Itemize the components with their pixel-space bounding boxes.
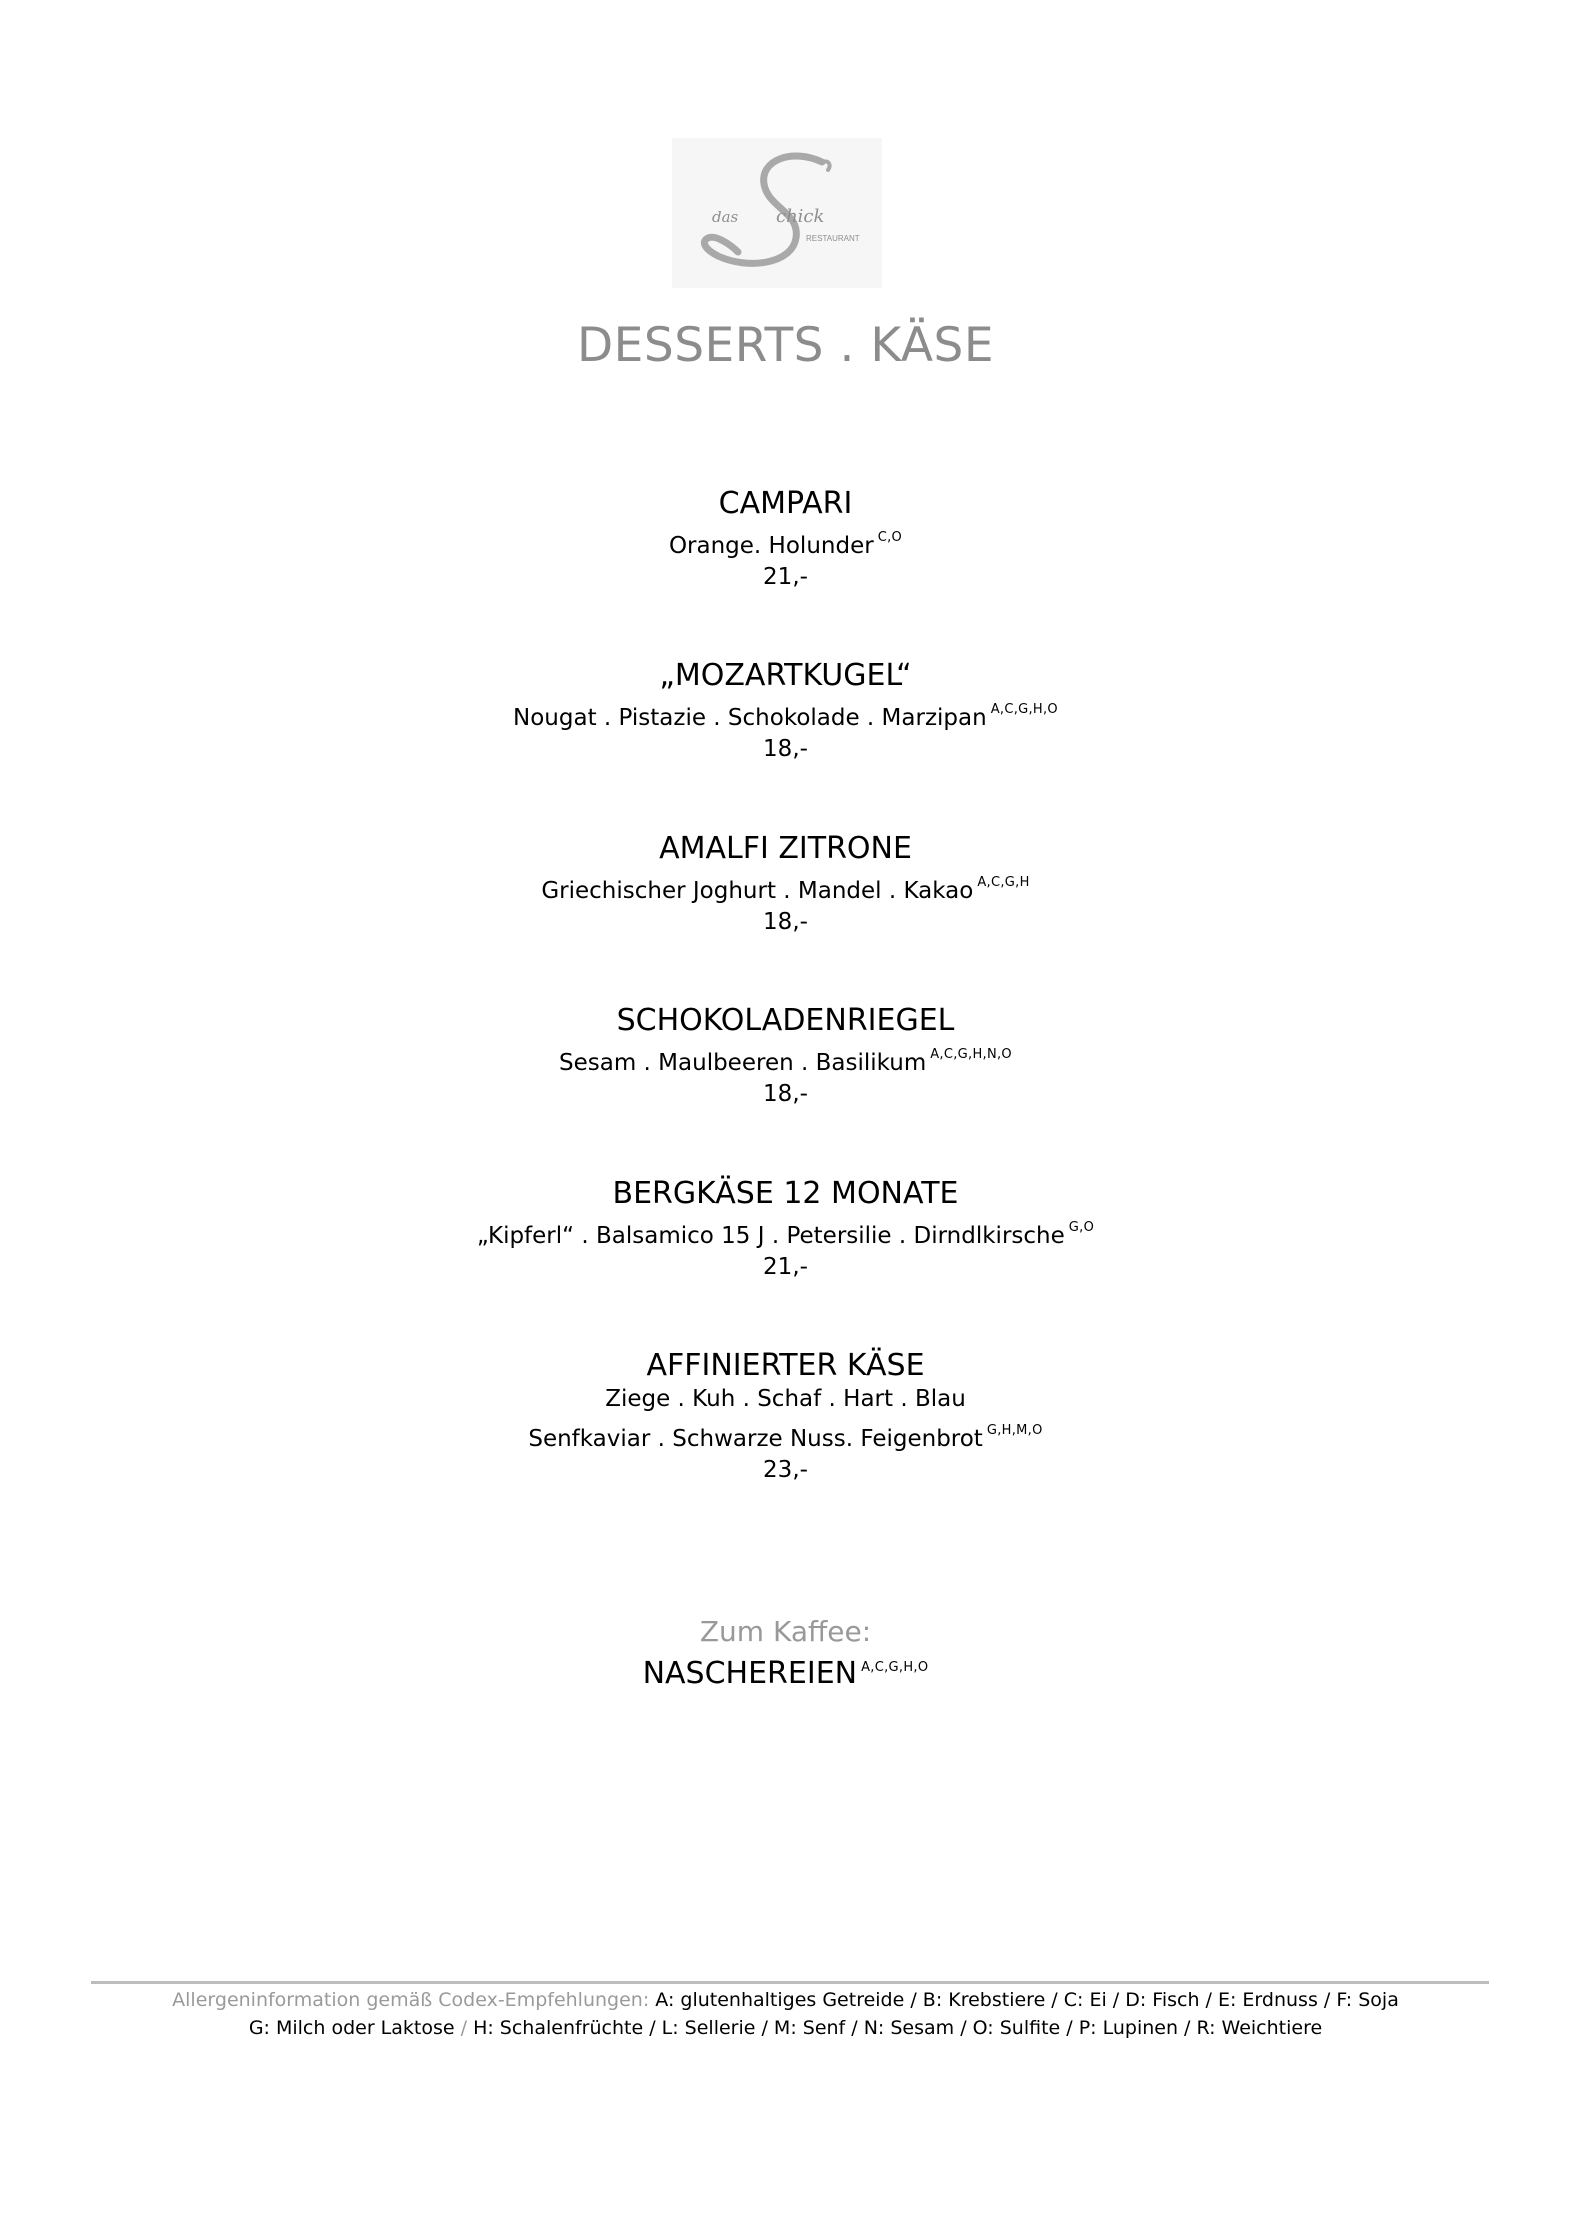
item-name: SCHOKOLADENRIEGEL <box>616 1003 955 1038</box>
logo-script-das: das <box>712 208 739 226</box>
allergen-codes: A,C,G,H <box>977 875 1030 890</box>
item-price: 21,- <box>763 564 808 590</box>
allergen-codes: C,O <box>877 530 903 545</box>
coffee-section <box>0 1614 1571 1692</box>
menu-item <box>0 831 1571 938</box>
item-price: 23,- <box>763 1457 808 1483</box>
menu-item <box>0 486 1571 593</box>
allergen-codes: A,C,G,H,O <box>990 702 1058 717</box>
footer-divider <box>91 1981 1489 1984</box>
item-description: Senfkaviar . Schwarze Nuss. Feigenbrot $^{G,H,M,O}$ <box>528 1423 1043 1452</box>
item-name: AMALFI ZITRONE <box>659 831 912 866</box>
menu-item <box>0 1003 1571 1110</box>
item-description: Griechischer Joghurt . Mandel . Kakao $^{A,C,G,H}$ <box>541 875 1030 904</box>
item-price: 18,- <box>763 736 808 762</box>
item-description: Ziege . Kuh . Schaf . Hart . Blau <box>605 1386 966 1412</box>
item-description: Nougat . Pistazie . Schokolade . Marzipan $^{A,C,G,H,O}$ <box>513 702 1058 731</box>
logo-script-schick: chick <box>776 206 825 227</box>
item-name: AFFINIERTER KÄSE <box>646 1348 925 1383</box>
item-price: 18,- <box>763 909 808 935</box>
menu-item <box>0 658 1571 765</box>
allergen-footer <box>0 1986 1571 2042</box>
item-price: 21,- <box>763 1254 808 1280</box>
item-name: BERGKÄSE 12 MONATE <box>612 1176 959 1211</box>
coffee-item-name: NASCHEREIEN $^{A,C,G,H,O}$ <box>642 1656 929 1691</box>
item-price: 18,- <box>763 1081 808 1107</box>
coffee-label: Zum Kaffee: <box>699 1615 872 1648</box>
logo-graphic <box>672 138 882 288</box>
allergen-codes: A,C,G,H,O <box>861 1660 929 1675</box>
item-description: „Kipferl“ . Balsamico 15 J . Petersilie . Dirndlkirsche $^{G,O}$ <box>476 1220 1095 1249</box>
allergen-intro: Allergeninformation gemäß Codex-Empfehlungen: <box>172 1989 650 2011</box>
item-name: „MOZARTKUGEL“ <box>659 658 912 693</box>
allergen-line-1: Allergeninformation gemäß Codex-Empfehlungen: A: glutenhaltiges Getreide / B: Krebstiere / C: Ei / D: Fisch / E: Erdnuss / F: Soja <box>172 1989 1399 2011</box>
allergen-codes: G,H,M,O <box>986 1423 1043 1438</box>
restaurant-logo <box>672 138 882 288</box>
page-title: DESSERTS . KÄSE <box>576 318 995 373</box>
item-description: Orange. Holunder $^{C,O}$ <box>668 530 903 559</box>
allergen-codes: A,C,G,H,N,O <box>930 1047 1012 1062</box>
allergen-line-2: G: Milch oder Laktose / H: Schalenfrüchte / L: Sellerie / M: Senf / N: Sesam / O: Sulfite / P: Lupinen / R: Weichtiere <box>248 2017 1323 2039</box>
menu-item <box>0 1348 1571 1486</box>
item-name: CAMPARI <box>718 486 853 521</box>
menu-item <box>0 1176 1571 1283</box>
logo-subtext: RESTAURANT <box>806 234 860 243</box>
item-description: Sesam . Maulbeeren . Basilikum $^{A,C,G,H,N,O}$ <box>559 1047 1012 1076</box>
allergen-codes: G,O <box>1068 1220 1095 1235</box>
